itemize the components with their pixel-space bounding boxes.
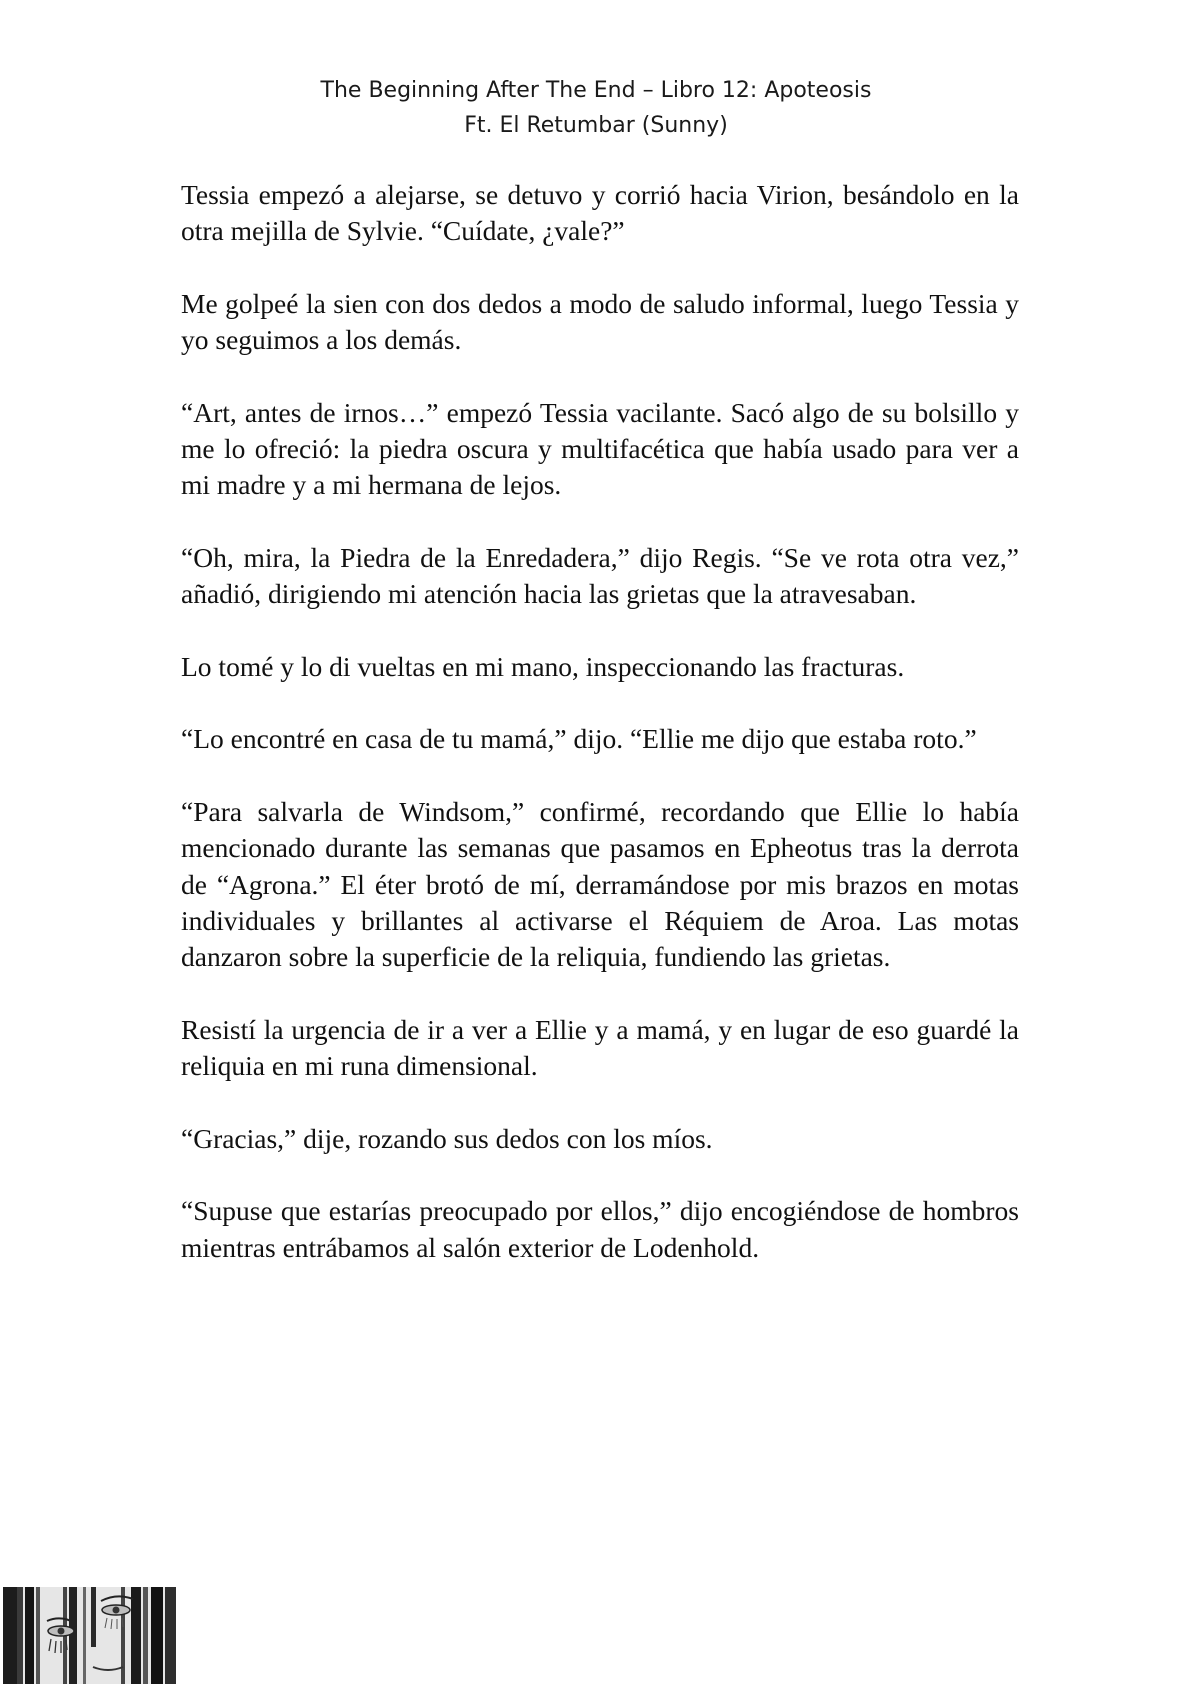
paragraph: Tessia empezó a alejarse, se detuvo y corrió hacia Virion, besándolo en la otra mejilla de Sylvie. “Cuídate, ¿vale?”: [181, 179, 1019, 247]
chapter-body: [181, 177, 1019, 1302]
translator-credit: Ft. El Retumbar (Sunny): [464, 113, 728, 138]
paragraph: “Art, antes de irnos…” empezó Tessia vacilante. Sacó algo de su bolsillo y me lo ofreció: la piedra oscura y multifacética que había usado para ver a mi madre y a mi hermana de lejos.: [181, 396, 1019, 501]
page-header: [0, 73, 1192, 143]
manga-panel-thumbnail: [3, 1587, 176, 1684]
paragraph: “Lo encontré en casa de tu mamá,” dijo. “Ellie me dijo que estaba roto.”: [181, 723, 977, 755]
paragraph: Lo tomé y lo di vueltas en mi mano, inspeccionando las fracturas.: [181, 650, 905, 682]
paragraph: “Para salvarla de Windsom,” confirmé, recordando que Ellie lo había mencionado durante las semanas que pasamos en Epheotus tras la derrota de “Agrona.” El éter brotó de mí, derramándose por mis brazos en motas individuales y brillantes al activarse el Réquiem de Aroa. Las motas danzaron sobre la superficie de la reliquia, fundiendo las grietas.: [181, 796, 1019, 973]
paragraph: “Gracias,” dije, rozando sus dedos con los míos.: [181, 1122, 713, 1154]
book-title: The Beginning After The End – Libro 12: Apoteosis: [320, 78, 872, 103]
paragraph: Resistí la urgencia de ir a ver a Ellie y a mamá, y en lugar de eso guardé la reliquia en mi runa dimensional.: [181, 1013, 1019, 1082]
paragraph: “Oh, mira, la Piedra de la Enredadera,” dijo Regis. “Se ve rota otra vez,” añadió, dirigiendo mi atención hacia las grietas que la atravesaban.: [181, 541, 1019, 610]
paragraph: Me golpeé la sien con dos dedos a modo de saludo informal, luego Tessia y yo seguimos a los demás.: [181, 287, 1019, 356]
manga-face-illustration-icon: [3, 1587, 176, 1684]
paragraph: “Supuse que estarías preocupado por ellos,” dijo encogiéndose de hombros mientras entrábamos al salón exterior de Lodenhold.: [181, 1195, 1019, 1263]
